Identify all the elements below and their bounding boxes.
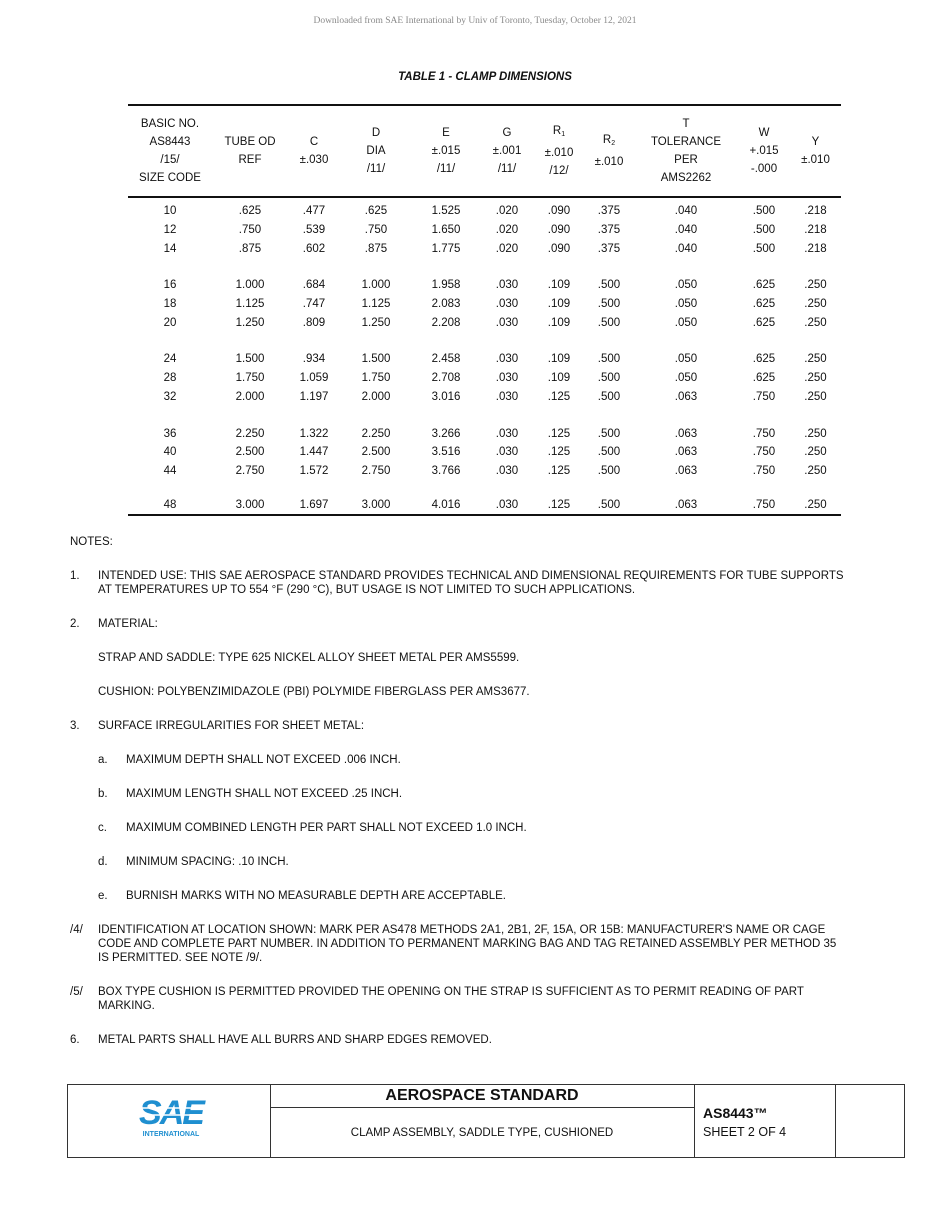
- row-group-spacer: [128, 406, 841, 424]
- header-line: D: [371, 127, 381, 139]
- header-line: /11/: [366, 163, 386, 175]
- table-cell: .050: [674, 298, 698, 311]
- table-cell: .030: [495, 446, 519, 459]
- header-line: [584, 131, 634, 153]
- table-cell: .109: [547, 279, 571, 292]
- note-number: 2.: [70, 618, 80, 630]
- table-cell: 2.083: [431, 298, 461, 311]
- table-cell: .030: [495, 464, 519, 477]
- header-line: /11/: [436, 163, 456, 175]
- note-6: [70, 1033, 850, 1047]
- header-row: [128, 105, 841, 197]
- header-subscript: 1: [561, 131, 566, 138]
- table-cell: .063: [674, 427, 698, 440]
- header-line: AS8443: [149, 136, 191, 148]
- table-cell: .500: [597, 298, 621, 311]
- table-cell: 1.500: [235, 353, 265, 366]
- note-2-cushion: CUSHION: POLYBENZIMIDAZOLE (PBI) POLYMIDE FIBERGLASS PER AMS3677.: [98, 686, 530, 698]
- table-cell: .750: [752, 498, 776, 511]
- table-cell: .040: [674, 224, 698, 237]
- table-cell: 16: [163, 279, 177, 292]
- note-number: 1.: [70, 570, 80, 582]
- note-text: MAXIMUM LENGTH SHALL NOT EXCEED .25 INCH.: [126, 788, 403, 800]
- table-cell: .750: [752, 446, 776, 459]
- note-3e: [70, 889, 850, 903]
- title-block: [67, 1084, 905, 1158]
- table-cell: 1.750: [361, 372, 391, 385]
- table-cell: .500: [597, 353, 621, 366]
- note-letter: b.: [98, 788, 108, 800]
- table-cell: 44: [163, 464, 177, 477]
- table-cell: .218: [804, 242, 827, 255]
- table-cell: 28: [163, 372, 177, 385]
- note-number: /4/: [70, 924, 83, 936]
- table-cell: 1.000: [235, 279, 265, 292]
- header-line: DIA: [366, 145, 386, 157]
- table-cell: 1.197: [299, 390, 329, 403]
- table-cell: .050: [674, 279, 698, 292]
- table-cell: .875: [364, 242, 388, 255]
- note-text: SURFACE IRREGULARITIES FOR SHEET METAL:: [98, 720, 365, 732]
- table-cell: .477: [302, 205, 326, 218]
- note-text: MINIMUM SPACING: .10 INCH.: [126, 856, 289, 868]
- note-text: METAL PARTS SHALL HAVE ALL BURRS AND SHARP EDGES REMOVED.: [98, 1034, 492, 1046]
- header-line: C: [309, 136, 319, 148]
- table-cell: .747: [302, 298, 326, 311]
- note-2: [70, 617, 850, 631]
- table-cell: 1.650: [431, 224, 461, 237]
- table-cell: 3.766: [431, 464, 461, 477]
- note-3b: [70, 787, 850, 801]
- note-5: [70, 985, 850, 1013]
- table-cell: 2.000: [235, 390, 265, 403]
- table-cell: .934: [302, 353, 326, 366]
- table-cell: .050: [674, 316, 698, 329]
- header-t: [634, 105, 738, 197]
- note-1: [70, 569, 850, 597]
- table-cell: .875: [238, 242, 262, 255]
- table-cell: .020: [495, 205, 519, 218]
- table-cell: .125: [547, 427, 571, 440]
- header-line: +.015: [749, 145, 779, 157]
- note-number: /5/: [70, 986, 83, 998]
- title-cell: [270, 1085, 695, 1157]
- table-cell: .050: [674, 372, 698, 385]
- header-r1: [534, 105, 584, 197]
- table-row: [128, 295, 841, 314]
- table-cell: .625: [364, 205, 388, 218]
- table-cell: .750: [238, 224, 262, 237]
- table-cell: 32: [163, 390, 177, 403]
- table-cell: 3.000: [235, 498, 265, 511]
- spacer-cell: [128, 480, 841, 495]
- table-cell: 1.697: [299, 498, 329, 511]
- table-cell: 2.500: [361, 446, 391, 459]
- table-cell: .500: [752, 242, 776, 255]
- note-text: BOX TYPE CUSHION IS PERMITTED PROVIDED THE OPENING ON THE STRAP IS SUFFICIENT AS TO PERMIT READING OF PART MARKING.: [98, 986, 804, 1012]
- table-cell: 48: [163, 498, 177, 511]
- doc-number-cell: [695, 1085, 836, 1157]
- table-cell: .625: [752, 353, 776, 366]
- table-cell: 2.458: [431, 353, 461, 366]
- spacer-cell: [128, 406, 841, 424]
- header-line: -.000: [750, 163, 778, 175]
- header-line: TUBE OD: [224, 136, 276, 148]
- table-cell: .809: [302, 316, 326, 329]
- table-cell: .539: [302, 224, 326, 237]
- table-cell: 20: [163, 316, 177, 329]
- table-cell: 2.708: [431, 372, 461, 385]
- table-title: TABLE 1 - CLAMP DIMENSIONS: [398, 71, 572, 83]
- table-cell: .218: [804, 205, 827, 218]
- table-row: [128, 276, 841, 295]
- header-line: ±.010: [801, 154, 830, 166]
- table-cell: .218: [804, 224, 827, 237]
- header-line: E: [442, 127, 450, 139]
- table-cell: .625: [752, 372, 776, 385]
- table-cell: .030: [495, 372, 519, 385]
- header-tube-od: [212, 105, 288, 197]
- sae-logo-subtext: INTERNATIONAL: [142, 1131, 200, 1138]
- table-cell: 1.958: [431, 279, 461, 292]
- table-cell: .500: [752, 205, 776, 218]
- note-text: MAXIMUM COMBINED LENGTH PER PART SHALL NOT EXCEED 1.0 INCH.: [126, 822, 527, 834]
- table-cell: .030: [495, 298, 519, 311]
- header-line: PER: [674, 154, 698, 166]
- header-line: TOLERANCE: [650, 136, 722, 148]
- table-cell: .050: [674, 353, 698, 366]
- table-cell: 1.525: [431, 205, 461, 218]
- table-cell: 1.750: [235, 372, 265, 385]
- sae-logo-text: SAE: [139, 1095, 203, 1132]
- table-cell: .750: [364, 224, 388, 237]
- header-line: REF: [238, 154, 262, 166]
- table-cell: .090: [547, 242, 571, 255]
- table-cell: .090: [547, 224, 571, 237]
- table-cell: 2.750: [235, 464, 265, 477]
- table-row: [128, 495, 841, 515]
- note-2-strap: STRAP AND SADDLE: TYPE 625 NICKEL ALLOY SHEET METAL PER AMS5599.: [98, 652, 520, 664]
- table-cell: 1.250: [361, 316, 391, 329]
- table-cell: .250: [804, 353, 827, 366]
- header-line: ±.010: [594, 156, 624, 168]
- note-text: IDENTIFICATION AT LOCATION SHOWN: MARK PER AS478 METHODS 2A1, 2B1, 2F, 15A, OR 15B: MANUFACTURER'S NAME OR CAGE CODE AND COMPLETE PART NUMBER. IN ADDITION TO PERMANENT MARKING BAG AND TAG RETAINED ASSEMBLY PER METHOD 35 IS PERMITTED. SEE NOTE /9/.: [98, 924, 837, 964]
- header-d: [340, 105, 412, 197]
- note-letter: c.: [98, 822, 107, 834]
- table-cell: 1.500: [361, 353, 391, 366]
- table-cell: .500: [597, 498, 621, 511]
- table-cell: .750: [752, 390, 776, 403]
- table-cell: .250: [804, 390, 827, 403]
- header-line: /15/: [160, 154, 180, 166]
- header-line: ±.030: [299, 154, 329, 166]
- table-cell: .375: [597, 242, 621, 255]
- table-row: [128, 221, 841, 240]
- table-cell: 3.266: [431, 427, 461, 440]
- spacer-cell: [128, 258, 841, 276]
- table-cell: .500: [597, 464, 621, 477]
- note-text: BURNISH MARKS WITH NO MEASURABLE DEPTH ARE ACCEPTABLE.: [126, 890, 506, 902]
- table-cell: .500: [597, 279, 621, 292]
- sae-logo: [136, 1095, 206, 1141]
- table-cell: 2.750: [361, 464, 391, 477]
- table-cell: 18: [163, 298, 177, 311]
- header-g: [480, 105, 534, 197]
- header-y: [790, 105, 841, 197]
- table-cell: .500: [597, 446, 621, 459]
- table-cell: .500: [597, 427, 621, 440]
- table-cell: .030: [495, 427, 519, 440]
- table-row: [128, 197, 841, 221]
- spacer-cell: [128, 332, 841, 350]
- table-cell: .030: [495, 498, 519, 511]
- header-c: [288, 105, 340, 197]
- header-r2: [584, 105, 634, 197]
- header-line: ±.010: [544, 147, 574, 159]
- table-cell: .063: [674, 498, 698, 511]
- table-cell: .125: [547, 498, 571, 511]
- table-cell: 1.125: [235, 298, 265, 311]
- table-cell: .750: [752, 427, 776, 440]
- header-symbol: R: [552, 125, 562, 137]
- header-line: AMS2262: [660, 172, 712, 184]
- note-letter: e.: [98, 890, 108, 902]
- table-row: [128, 462, 841, 481]
- note-3: [70, 719, 850, 733]
- header-line: Y: [811, 136, 820, 148]
- table-cell: 1.447: [299, 446, 329, 459]
- table-cell: 36: [163, 427, 177, 440]
- table-cell: 12: [163, 224, 177, 237]
- notes-section: [70, 535, 850, 1067]
- table-cell: 1.322: [299, 427, 329, 440]
- table-cell: .250: [804, 427, 827, 440]
- table-cell: .375: [597, 224, 621, 237]
- table-cell: 1.572: [299, 464, 329, 477]
- table-cell: .250: [804, 279, 827, 292]
- header-line: T: [682, 118, 690, 130]
- table-cell: .500: [597, 372, 621, 385]
- note-text: MAXIMUM DEPTH SHALL NOT EXCEED .006 INCH.: [126, 754, 401, 766]
- table-cell: .063: [674, 446, 698, 459]
- download-watermark: Downloaded from SAE International by Univ of Toronto, Tuesday, October 12, 2021: [313, 16, 637, 26]
- table-cell: 2.250: [235, 427, 265, 440]
- header-line: /11/: [497, 163, 517, 175]
- table-cell: .500: [752, 224, 776, 237]
- table-cell: .125: [547, 390, 571, 403]
- table-cell: .500: [597, 390, 621, 403]
- header-symbol: R: [602, 134, 612, 146]
- table-cell: 3.000: [361, 498, 391, 511]
- table-cell: .500: [597, 316, 621, 329]
- table-row: [128, 424, 841, 443]
- note-number: 3.: [70, 720, 80, 732]
- table-cell: .250: [804, 298, 827, 311]
- header-e: [412, 105, 480, 197]
- note-3a: [70, 753, 850, 767]
- header-line: ±.001: [492, 145, 522, 157]
- table-cell: 1.125: [361, 298, 391, 311]
- header-line: /12/: [549, 165, 569, 177]
- header-line: G: [502, 127, 512, 139]
- note-number: 6.: [70, 1034, 80, 1046]
- note-letter: a.: [98, 754, 108, 766]
- table-cell: .030: [495, 353, 519, 366]
- table-cell: 4.016: [431, 498, 461, 511]
- table-cell: .109: [547, 298, 571, 311]
- table-cell: 24: [163, 353, 177, 366]
- table-row: [128, 443, 841, 462]
- table-row: [128, 239, 841, 258]
- clamp-dimensions-table: [128, 104, 841, 516]
- table-cell: .109: [547, 316, 571, 329]
- table-cell: .602: [302, 242, 326, 255]
- table-cell: 1.775: [431, 242, 461, 255]
- table-cell: .750: [752, 464, 776, 477]
- table-cell: .030: [495, 279, 519, 292]
- header-line: SIZE CODE: [139, 172, 201, 184]
- table-row: [128, 369, 841, 388]
- logo-cell: [68, 1085, 271, 1157]
- standard-label: AEROSPACE STANDARD: [270, 1085, 694, 1108]
- table-cell: 40: [163, 446, 177, 459]
- table-cell: .020: [495, 224, 519, 237]
- table-row: [128, 313, 841, 332]
- table-cell: .040: [674, 242, 698, 255]
- row-group-spacer: [128, 332, 841, 350]
- row-group-spacer: [128, 480, 841, 495]
- table-cell: 2.000: [361, 390, 391, 403]
- document-number: AS8443™: [703, 1105, 768, 1121]
- table-cell: 1.059: [299, 372, 329, 385]
- sheet-number: SHEET 2 OF 4: [703, 1125, 787, 1139]
- note-letter: d.: [98, 856, 108, 868]
- table-cell: .684: [302, 279, 326, 292]
- table-cell: .625: [752, 316, 776, 329]
- note-3c: [70, 821, 850, 835]
- table-cell: .250: [804, 464, 827, 477]
- table-cell: .250: [804, 446, 827, 459]
- table-cell: 14: [163, 242, 177, 255]
- notes-header: NOTES:: [70, 536, 113, 548]
- table-cell: 2.208: [431, 316, 461, 329]
- table-cell: 2.500: [235, 446, 265, 459]
- table-body: [128, 197, 841, 515]
- table-cell: .625: [238, 205, 262, 218]
- header-line: BASIC NO.: [140, 118, 200, 130]
- table-cell: .125: [547, 464, 571, 477]
- document-title: CLAMP ASSEMBLY, SADDLE TYPE, CUSHIONED: [350, 1127, 614, 1139]
- table-row: [128, 350, 841, 369]
- table-cell: .030: [495, 316, 519, 329]
- table-cell: .063: [674, 464, 698, 477]
- note-text: MATERIAL:: [98, 618, 158, 630]
- table-cell: 1.000: [361, 279, 391, 292]
- header-line: W: [758, 127, 770, 139]
- table-cell: 3.516: [431, 446, 461, 459]
- table-cell: .063: [674, 390, 698, 403]
- header-w: [738, 105, 790, 197]
- header-subscript: 2: [611, 140, 616, 147]
- note-text: INTENDED USE: THIS SAE AEROSPACE STANDARD PROVIDES TECHNICAL AND DIMENSIONAL REQUIREMENTS FOR TUBE SUPPORTS AT TEMPERATURES UP TO 554 °F (290 °C), BUT USAGE IS NOT LIMITED TO SUCH APPLICATIONS.: [98, 570, 844, 596]
- header-line: [534, 122, 584, 144]
- header-line: ±.015: [431, 145, 461, 157]
- table-cell: .020: [495, 242, 519, 255]
- table-cell: .109: [547, 353, 571, 366]
- table-cell: .125: [547, 446, 571, 459]
- table-cell: .040: [674, 205, 698, 218]
- table-cell: .109: [547, 372, 571, 385]
- table-row: [128, 388, 841, 407]
- table-cell: .375: [597, 205, 621, 218]
- table-cell: 2.250: [361, 427, 391, 440]
- table-cell: 1.250: [235, 316, 265, 329]
- table-cell: .030: [495, 390, 519, 403]
- table-cell: .250: [804, 316, 827, 329]
- table-cell: 10: [163, 205, 177, 218]
- header-basic-no: [128, 105, 212, 197]
- table-cell: .625: [752, 279, 776, 292]
- note-4: [70, 923, 850, 965]
- table-cell: .090: [547, 205, 571, 218]
- table-cell: .625: [752, 298, 776, 311]
- row-group-spacer: [128, 258, 841, 276]
- table-cell: 3.016: [431, 390, 461, 403]
- note-3d: [70, 855, 850, 869]
- table-cell: .250: [804, 498, 827, 511]
- table-cell: .250: [804, 372, 827, 385]
